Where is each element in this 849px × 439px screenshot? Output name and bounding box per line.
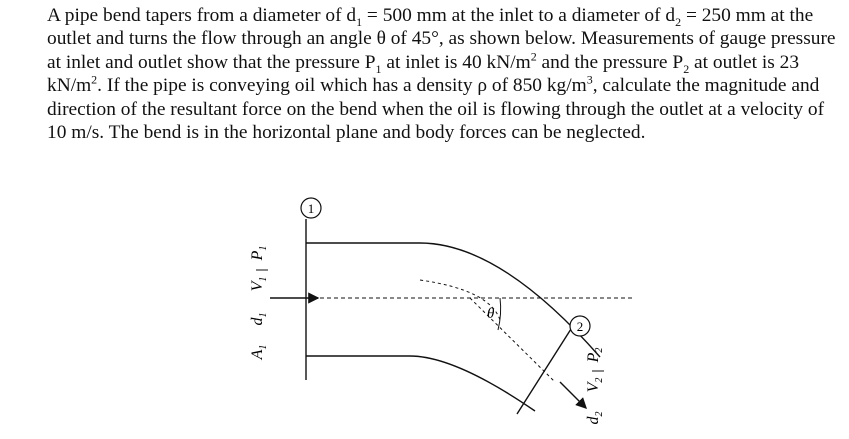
inlet-pressure-label: $P_1$ <box>249 245 269 261</box>
inlet-area-label: $A_1$ <box>249 344 269 360</box>
section-2-label: 2 <box>576 319 584 334</box>
section-1-label: 1 <box>307 201 315 216</box>
pipe-outer-wall <box>306 243 600 357</box>
inlet-labels <box>249 246 269 361</box>
problem-statement: A pipe bend tapers from a diameter of $d_1 = 500$ mm at the inlet to a diameter of $d_2 = 250$ mm at the outlet and turns the flow through an angle θ of 45°, as shown below. Measurements of gauge pressure at inlet and outlet show that the pressure $P_1$ at inlet is 40 $kN/m^2$ and the pressure $P_2$ at outlet is 23 $kN/m^2$. If the pipe is conveying oil which has a density ρ of 850 $kg/m^3$, calculate the magnitude and direction of the resultant force on the bend when the oil is flowing through the outlet at a velocity of 10 m/s. The bend is in the horizontal plane and body forces can be neglected. <box>47 5 836 144</box>
angle-label: θ <box>487 306 495 322</box>
outlet-velocity-label: $V_2$ <box>585 377 605 393</box>
pipe-inner-wall <box>306 356 535 411</box>
inlet-velocity-label: $V_1$ <box>249 276 269 292</box>
angle-arc <box>498 298 501 330</box>
outlet-flow-arrow <box>560 382 586 408</box>
outlet-diameter-label: $d_2$ <box>585 411 605 425</box>
inlet-diameter-label: $d_1$ <box>249 312 269 326</box>
outlet-labels <box>585 348 605 425</box>
outlet-pressure-label: $P_2$ <box>585 347 605 363</box>
bend-centerline <box>470 298 555 382</box>
